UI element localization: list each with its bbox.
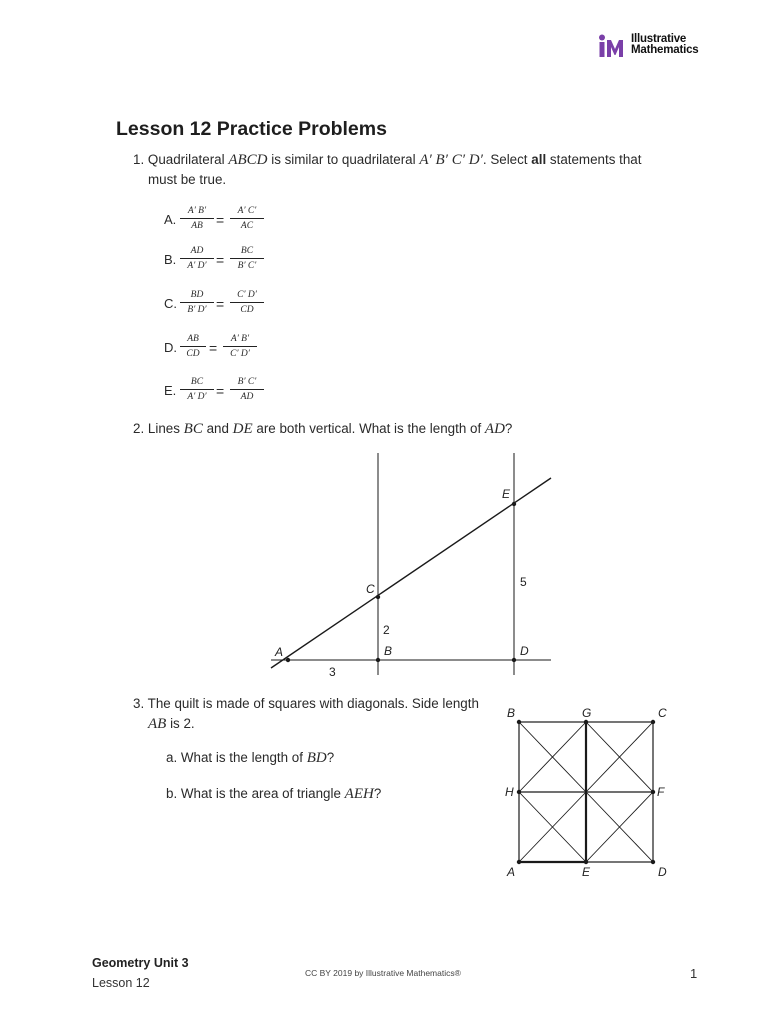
point-c bbox=[376, 595, 380, 599]
problem-3-text-a: The quilt is made of squares with diagonals. Side length bbox=[147, 696, 479, 711]
problem-3a bbox=[166, 748, 334, 768]
point-a bbox=[517, 860, 521, 864]
problem-2-number: 2. bbox=[133, 421, 145, 436]
point-e bbox=[512, 502, 516, 506]
choice-letter: E. bbox=[164, 383, 177, 398]
problem-1-text-b: is similar to quadrilateral bbox=[271, 152, 416, 167]
page-title: Lesson 12 Practice Problems bbox=[116, 118, 387, 140]
problem-3-math-ab: AB bbox=[148, 716, 167, 732]
problem-2 bbox=[133, 419, 693, 439]
point-b bbox=[517, 720, 521, 724]
label-e: E bbox=[502, 487, 511, 501]
problem-3a-qmark: ? bbox=[326, 750, 335, 765]
logo-text-line2: Mathematics bbox=[631, 44, 699, 56]
equals-sign: = bbox=[216, 252, 225, 268]
length-ab-label: 3 bbox=[329, 665, 336, 679]
label-b: B bbox=[507, 706, 516, 720]
logo-text-line1: Illustrative bbox=[631, 33, 687, 45]
problem-1-math-prime: A′ B′ C′ D′ bbox=[419, 152, 483, 168]
equals-sign: = bbox=[216, 383, 225, 399]
point-d bbox=[651, 860, 655, 864]
equals-sign: = bbox=[209, 340, 218, 356]
footer-unit: Geometry Unit 3 bbox=[92, 956, 189, 970]
problem-2-text-d: ? bbox=[504, 421, 513, 436]
problem-2-math-bc: BC bbox=[183, 421, 203, 437]
label-d: D bbox=[520, 644, 529, 658]
label-a: A bbox=[507, 865, 516, 879]
footer-license: CC BY 2019 by Illustrative Mathematics® bbox=[305, 968, 461, 978]
label-h: H bbox=[505, 785, 514, 799]
problem-3-number: 3. bbox=[133, 696, 145, 711]
fraction-right: $\frac{BC}{B' C'}$ bbox=[230, 245, 264, 272]
problem-3a-text: a. What is the length of bbox=[166, 750, 303, 765]
length-de-label: 5 bbox=[520, 575, 527, 589]
footer-lesson: Lesson 12 bbox=[92, 976, 150, 990]
problem-2-math-ad: AD bbox=[484, 421, 505, 437]
choice-letter: C. bbox=[164, 296, 177, 311]
problem-2-text-a: Lines bbox=[147, 421, 180, 436]
quilt-figure bbox=[500, 700, 680, 885]
fraction-left: $\frac{AB}{CD}$ bbox=[180, 333, 206, 360]
problem-1-text-e: must be true. bbox=[148, 172, 227, 187]
label-d: D bbox=[658, 865, 667, 879]
fraction-right: $\frac{A' C'}{AC}$ bbox=[230, 205, 264, 232]
fraction-right: $\frac{A' B'}{C' D'}$ bbox=[223, 333, 257, 360]
problem-1-text-a: Quadrilateral bbox=[147, 152, 225, 167]
point-g bbox=[584, 720, 588, 724]
problem-1-text-bold: all bbox=[531, 152, 547, 167]
point-e bbox=[584, 860, 588, 864]
point-f bbox=[651, 790, 655, 794]
fraction-left: $\frac{BC}{A' D'}$ bbox=[180, 376, 214, 403]
fraction-right: $\frac{B' C'}{AD}$ bbox=[230, 376, 264, 403]
problem-1-number: 1. bbox=[133, 152, 145, 167]
fraction-left: $\frac{A' B'}{AB}$ bbox=[180, 205, 214, 232]
length-bc-label: 2 bbox=[383, 623, 390, 637]
im-logo-icon bbox=[598, 34, 628, 58]
problem-1-text-c: . Select bbox=[482, 152, 528, 167]
equals-sign: = bbox=[216, 212, 225, 228]
label-e: E bbox=[582, 865, 591, 879]
fraction-left: $\frac{BD}{B' D'}$ bbox=[180, 289, 214, 316]
problem-3-text-b: is 2. bbox=[170, 716, 195, 731]
fraction-left: $\frac{AD}{A' D'}$ bbox=[180, 245, 214, 272]
similar-triangles-figure bbox=[260, 450, 560, 685]
point-a bbox=[286, 658, 290, 662]
footer-page-number: 1 bbox=[690, 966, 698, 981]
choice-letter: D. bbox=[164, 340, 177, 355]
problem-1-text-d: statements that bbox=[549, 152, 642, 167]
point-c bbox=[651, 720, 655, 724]
problem-3 bbox=[133, 694, 493, 734]
problem-3b bbox=[166, 784, 381, 804]
problem-3a-math-bd: BD bbox=[306, 750, 327, 766]
problem-2-text-c: are both vertical. What is the length of bbox=[256, 421, 482, 436]
label-f: F bbox=[657, 785, 665, 799]
label-a: A bbox=[275, 645, 284, 659]
equals-sign: = bbox=[216, 296, 225, 312]
problem-3b-text: b. What is the area of triangle bbox=[166, 786, 341, 801]
label-c: C bbox=[366, 582, 375, 596]
diagonal-line-ae bbox=[271, 478, 551, 668]
point-d bbox=[512, 658, 516, 662]
label-b: B bbox=[384, 644, 393, 658]
problem-1-math-abcd: ABCD bbox=[228, 152, 268, 168]
problem-1 bbox=[133, 150, 678, 190]
problem-2-text-b: and bbox=[206, 421, 229, 436]
label-c: C bbox=[658, 706, 667, 720]
fraction-right: $\frac{C' D'}{CD}$ bbox=[230, 289, 264, 316]
point-b bbox=[376, 658, 380, 662]
point-h bbox=[517, 790, 521, 794]
problem-3b-qmark: ? bbox=[373, 786, 382, 801]
problem-3b-math-aeh: AEH bbox=[344, 786, 374, 802]
choice-letter: B. bbox=[164, 252, 177, 267]
label-g: G bbox=[582, 706, 592, 720]
problem-2-math-de: DE bbox=[232, 421, 253, 437]
choice-letter: A. bbox=[164, 212, 177, 227]
